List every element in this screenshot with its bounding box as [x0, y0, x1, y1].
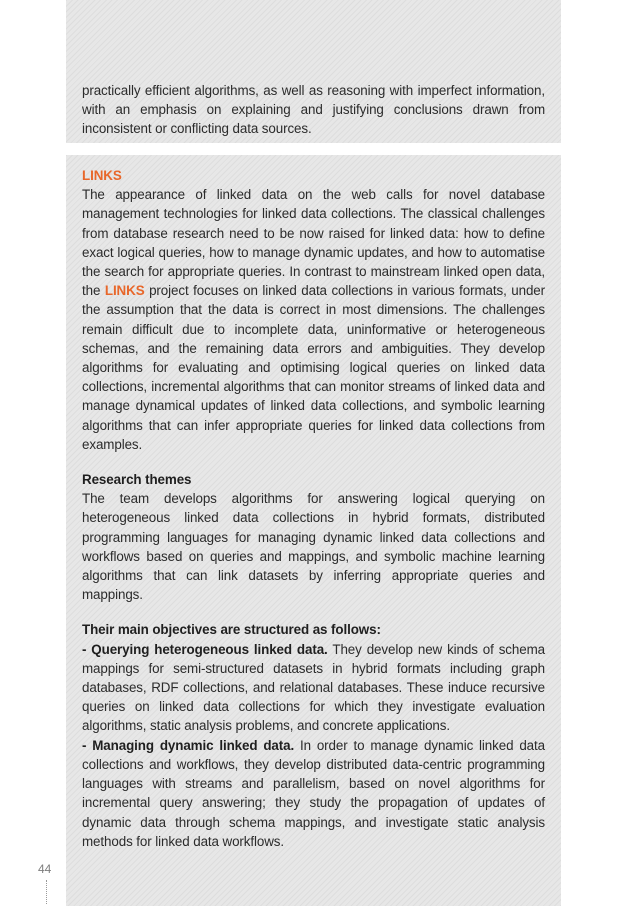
objective-item-querying [82, 640, 545, 736]
objectives-heading: Their main objectives are structured as follows: [82, 622, 381, 638]
page-number-rule [46, 880, 47, 904]
links-paragraph-end: project focuses on linked data collections in various formats, under the assumption that the data is correct in most dimensions. The challenges remain difficult due to incomplete data, uninformative or heterogeneous schemas, and the remaining data errors and ambiguities. They develop algorithms for evaluating and optimising logical queries on linked data collections, incremental algorithms that can monitor streams of linked data and manage dynamical updates of linked data collections, and symbolic learning algorithms that can infer appropriate queries for linked data collections from examples. [82, 283, 546, 452]
research-themes-paragraph: The team develops algorithms for answering logical querying on heterogeneous linked data collections in hybrid formats, distributed programming languages for managing dynamic linked data collections and workflows based on queries and mappings, and symbolic machine learning algorithms that can link datasets by inferring appropriate queries and mappings. [82, 491, 545, 603]
continued-paragraph [82, 81, 545, 139]
objective-item-querying-title: - Querying heterogeneous linked data. [82, 641, 328, 657]
article-body [82, 166, 545, 851]
section-spacer [82, 454, 545, 470]
page-number: 44 [38, 862, 52, 876]
research-themes-heading: Research themes [82, 472, 192, 488]
links-paragraph-start: The appearance of linked data on the web calls for novel database management technologies for linked data collections. The classical challenges from database research need to be now raised for linked data: how to define exact logical queries, how to manage dynamic updates, and how to automatise the search for appropriate queries. In contrast to mainstream linked open data, the [82, 187, 545, 299]
links-paragraph [82, 185, 545, 454]
section-spacer [82, 604, 545, 620]
links-heading: LINKS [82, 168, 122, 183]
objective-item-managing [82, 736, 545, 851]
objective-item-querying-text: They develop new kinds of schema mappings for semi-structured datasets in hybrid formats including graph databases, RDF collections, and relational databases. These induce recursive queries on linked data collections for which they investigate evaluation algorithms, static analysis problems, and concrete applications. [82, 641, 545, 734]
continued-paragraph-text: practically efficient algorithms, as well as reasoning with imperfect information, with an emphasis on explaining and justifying conclusions drawn from inconsistent or conflicting data sources. [82, 83, 545, 137]
objective-item-managing-title: - Managing dynamic linked data. [82, 737, 295, 753]
objective-item-managing-text: In order to manage dynamic linked data collections and workflows, they develop distributed data-centric programming languages with streams and parallelism, based on novel algorithms for incremental query answering; they study the propagation of updates of dynamic data through schema mappings, and investigate static analysis methods for linked data workflows. [82, 737, 545, 849]
links-inline-highlight: LINKS [104, 283, 145, 299]
